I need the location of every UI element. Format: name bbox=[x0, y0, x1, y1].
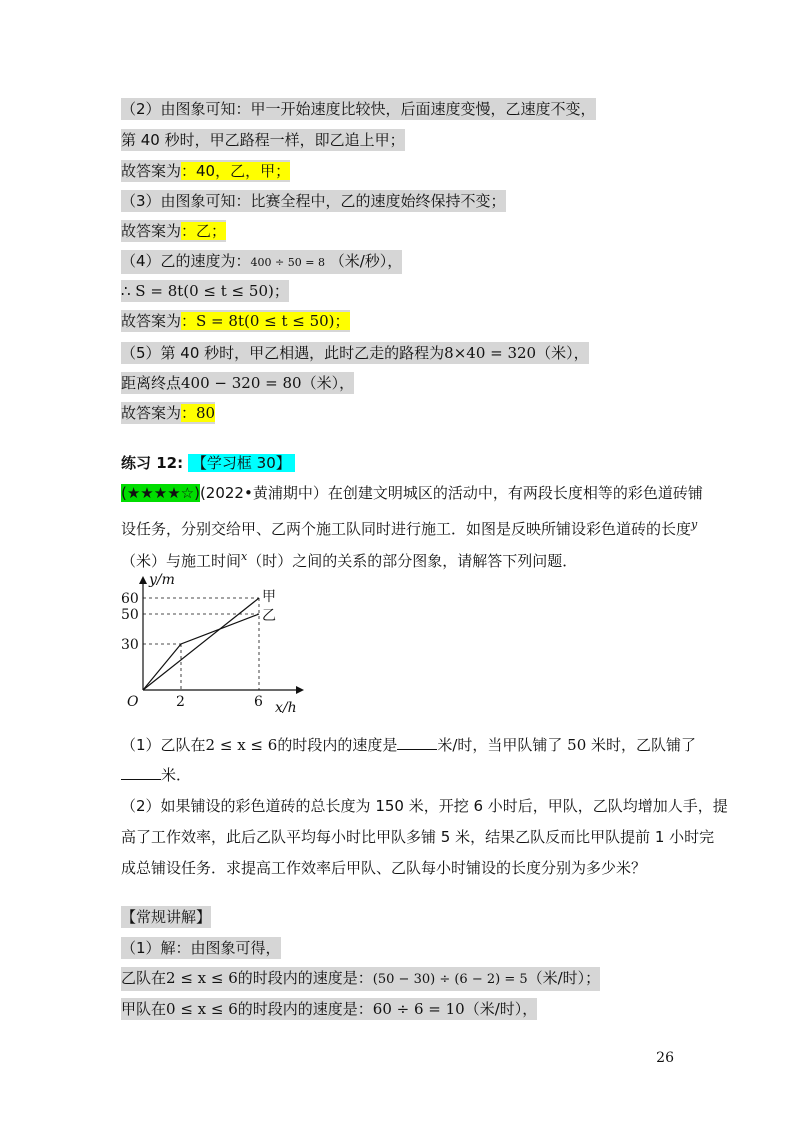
answer-line-4-3: 故答案为：S = 8t(0 ≤ t ≤ 50)； bbox=[121, 312, 350, 330]
exercise-line-2: 设任务，分别交给甲、乙两个施工队同时进行施工．如图是反映所铺设彩色道砖的长度$^y$ bbox=[121, 518, 698, 538]
solution-line-3: 甲队在0 ≤ x ≤ 6的时段内的速度是：60 ÷ 6 = 10（米/时）， bbox=[121, 1000, 538, 1018]
highlighted-answer: ：80 bbox=[181, 404, 216, 422]
x-axis-arrow-icon bbox=[296, 686, 304, 694]
x-tick-6: 6 bbox=[254, 694, 263, 710]
x-tick-2: 2 bbox=[176, 694, 185, 710]
question-1-line-1: （1）乙队在2 ≤ x ≤ 6的时段内的速度是 米/时，当甲队铺了 50 米时，乙队铺了 bbox=[121, 736, 697, 754]
series-yi-line bbox=[143, 614, 259, 690]
highlighted-answer: ：40，乙，甲； bbox=[181, 162, 291, 180]
highlighted-answer: ：S = 8t(0 ≤ t ≤ 50)； bbox=[181, 312, 350, 330]
series-yi-label: 乙 bbox=[262, 608, 276, 624]
page-number: 26 bbox=[656, 1050, 674, 1066]
answer-line-5-3: 故答案为：80 bbox=[121, 404, 216, 422]
question-1-line-2: 米． bbox=[121, 764, 191, 786]
answer-line-2-3: 故答案为：40，乙，甲； bbox=[121, 162, 291, 180]
exercise-tag: 【学习框 30】 bbox=[188, 454, 295, 472]
answer-line-5-2: 距离终点400 − 320 = 80（米）， bbox=[121, 374, 355, 392]
exercise-line-1: (★★★★☆)(2022•黄浦期中）在创建文明城区的活动中，有两段长度相等的彩色道砖铺 bbox=[121, 484, 703, 502]
answer-line-5-1: （5）第 40 秒时，甲乙相遇，此时乙走的路程为8×40 = 320（米）， bbox=[121, 344, 589, 362]
y-tick-60: 60 bbox=[121, 591, 139, 607]
exercise-label: 练习 12: bbox=[121, 454, 184, 472]
answer-line-4-1: （4）乙的速度为：400 ÷ 50 = 8 （米/秒）， bbox=[121, 250, 402, 274]
question-2-line-1: （2）如果铺设的彩色道砖的总长度为 150 米，开挖 6 小时后，甲队，乙队均增加人手，提 bbox=[121, 797, 728, 815]
exercise-header bbox=[121, 452, 295, 474]
exercise-line-3: （米）与施工时间$^x$（时）之间的关系的部分图象，请解答下列问题． bbox=[121, 550, 578, 570]
y-axis-arrow-icon bbox=[139, 576, 147, 584]
answer-line-2-1: （2）由图象可知：甲一开始速度比较快，后面速度变慢，乙速度不变， bbox=[121, 100, 596, 118]
answer-line-3-2: 故答案为：乙； bbox=[121, 222, 227, 240]
y-axis-label: y/m bbox=[149, 572, 175, 588]
solution-line-2: 乙队在2 ≤ x ≤ 6的时段内的速度是：(50 − 30) ÷ (6 − 2) = 5（米/时）； bbox=[121, 967, 600, 991]
question-2-line-3: 成总铺设任务．求提高工作效率后甲队、乙队每小时铺设的长度分别为多少米？ bbox=[121, 859, 647, 877]
answer-blank bbox=[397, 735, 437, 750]
answer-blank bbox=[121, 765, 161, 780]
highlighted-answer: ：乙； bbox=[181, 222, 227, 240]
y-tick-50: 50 bbox=[121, 607, 139, 623]
question-2-line-2: 高了工作效率，此后乙队平均每小时比甲队多铺 5 米，结果乙队反而比甲队提前 1 小时完 bbox=[121, 828, 715, 846]
x-axis-label: x/h bbox=[275, 700, 297, 715]
y-tick-30: 30 bbox=[121, 637, 139, 653]
origin-label: O bbox=[127, 694, 139, 710]
solution-heading: 【常规讲解】 bbox=[121, 908, 212, 926]
series-jia-label: 甲 bbox=[262, 589, 276, 605]
answer-line-4-2: ∴ S = 8t(0 ≤ t ≤ 50)； bbox=[121, 282, 289, 300]
difficulty-stars: (★★★★☆) bbox=[121, 484, 200, 502]
answer-line-3-1: （3）由图象可知：比赛全程中，乙的速度始终保持不变； bbox=[121, 192, 506, 210]
solution-line-1: （1）解：由图象可得， bbox=[121, 939, 281, 957]
series-jia-line bbox=[143, 598, 259, 690]
line-graph bbox=[121, 570, 311, 715]
answer-line-2-2: 第 40 秒时，甲乙路程一样，即乙追上甲； bbox=[121, 131, 405, 149]
